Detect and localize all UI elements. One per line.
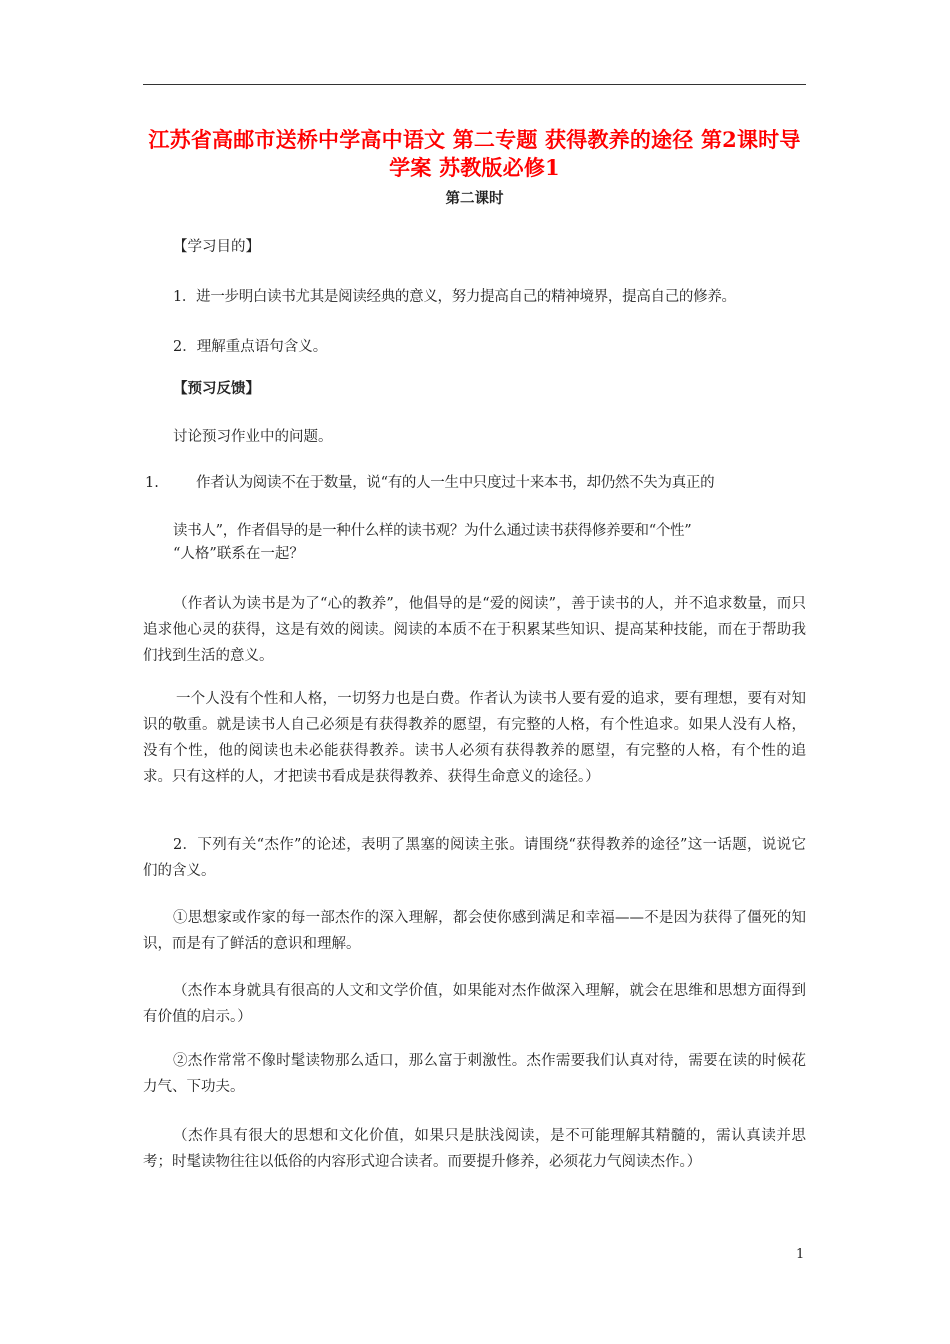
question-1-line-3: “人格”联系在一起？ xyxy=(173,546,304,562)
question-2-item-1: ①思想家或作家的每一部杰作的深入理解，都会使你感到满足和幸福——不是因为获得了僵死的知识，而是有了鲜活的意识和理解。 xyxy=(143,910,806,952)
preview-intro: 讨论预习作业中的问题。 xyxy=(173,429,333,445)
question-1-line-1: 作者认为阅读不在于数量，说“有的人一生中只度过十来本书，却仍然不失为真正的 xyxy=(196,475,715,491)
question-1-line-2: 读书人”，作者倡导的是一种什么样的读书观？为什么通过读书获得修养要和“个性” xyxy=(173,523,692,539)
question-2: 2．下列有关“杰作”的论述，表明了黑塞的阅读主张。请围绕“获得教养的途径”这一话题，说说它们的含义。 xyxy=(143,837,806,879)
question-1-answer-1: （作者认为读书是为了“心的教养”，他倡导的是“爱的阅读”，善于读书的人，并不追求数量，而只追求他心灵的获得，这是有效的阅读。阅读的本质不在于积累某些知识、提高某种技能，而在于帮助我们找到生活的意义。 xyxy=(143,596,806,664)
lesson-subtitle: 第二课时 xyxy=(445,190,504,207)
question-1-answer-2: 一个人没有个性和人格，一切努力也是白费。作者认为读书人要有爱的追求，要有理想，要有对知识的敬重。就是读书人自己必须是有获得教养的愿望，有完整的人格，有个性追求。如果人没有人格，没有个性，他的阅读也未必能获得教养。读书人必须有获得教养的愿望，有完整的人格，有个性的追求。只有这样的人，才把读书看成是获得教养、获得生命意义的途径。） xyxy=(143,691,806,785)
question-1-number: 1. xyxy=(145,475,159,491)
preview-heading: 【预习反馈】 xyxy=(173,380,260,397)
page-number: 1 xyxy=(796,1247,805,1262)
header-rule xyxy=(143,84,806,85)
question-2-answer-2: （杰作具有很大的思想和文化价值，如果只是肤浅阅读，是不可能理解其精髓的，需认真读并思考；时髦读物往往以低俗的内容形式迎合读者。而要提升修养，必须花力气阅读杰作。） xyxy=(143,1128,806,1170)
goals-heading: 【学习目的】 xyxy=(173,239,260,255)
question-2-answer-1: （杰作本身就具有很高的人文和文学价值，如果能对杰作做深入理解，就会在思维和思想方面得到有价值的启示。） xyxy=(143,983,806,1025)
goal-item-2: 2．理解重点语句含义。 xyxy=(173,339,328,355)
document-title: 江苏省高邮市送桥中学高中语文 第二专题 获得教养的途径 第2课时导学案 苏教版必修1 xyxy=(148,127,801,180)
question-2-item-2: ②杰作常常不像时髦读物那么适口，那么富于刺激性。杰作需要我们认真对待，需要在读的时候花力气、下功夫。 xyxy=(143,1053,806,1095)
goal-item-1: 1．进一步明白读书尤其是阅读经典的意义，努力提高自己的精神境界，提高自己的修养。 xyxy=(173,289,736,305)
